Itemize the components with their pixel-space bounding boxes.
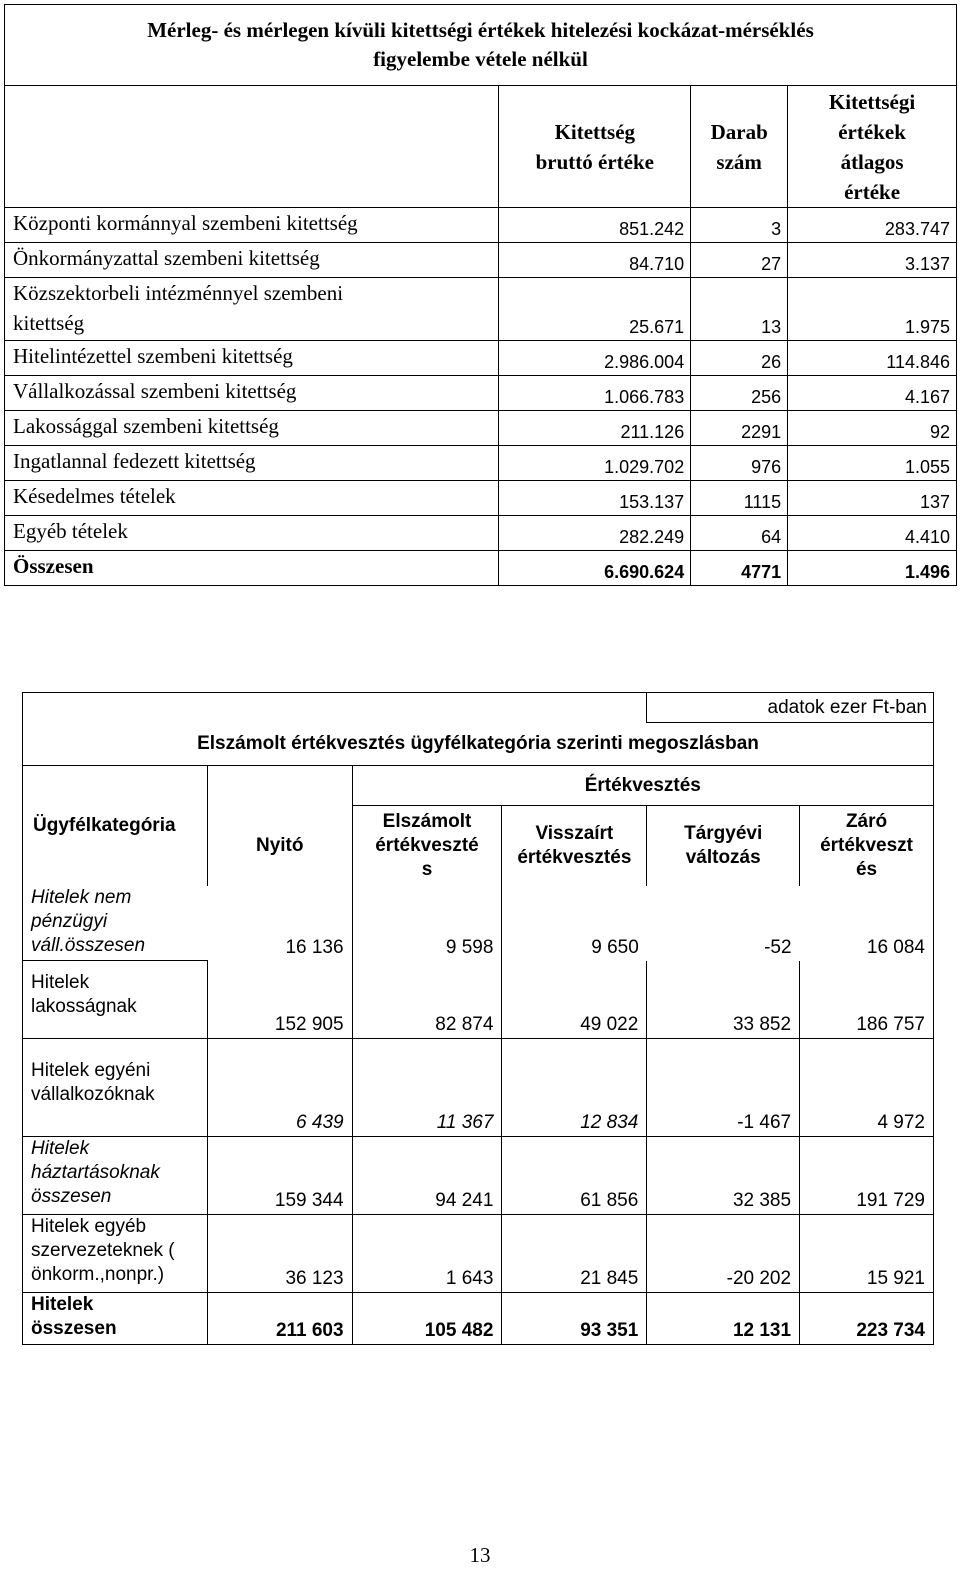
table-row: Hitelek egyéb szervezeteknek ( önkorm.,nonpr.) 36 123 1 643 21 845 -20 202 15 921 [23,1215,934,1293]
table-row: Hitelek egyéni vállalkozóknak 6 439 11 367 12 834 -1 467 4 972 [23,1039,934,1137]
table-row: Vállalkozással szembeni kitettség 1.066.783 256 4.167 [5,376,957,411]
impairment-table-title: Elszámolt értékvesztés ügyfélkategória szerinti megoszlásban [23,723,934,766]
table-row: Közszektorbeli intézménnyel szembeni kitettség 25.671 13 1.975 [5,278,957,341]
table-row: Hitelintézettel szembeni kitettség 2.986.004 26 114.846 [5,341,957,376]
table-row: Lakossággal szembeni kitettség 211.126 2291 92 [5,411,957,446]
header-booked: Elszámolt értékveszté s [352,806,502,886]
total-row: Hitelek összesen 211 603 105 482 93 351 12 131 223 734 [23,1293,934,1345]
header-closing: Záró értékveszt és [800,806,934,886]
impairment-table [22,692,934,1345]
exposure-table [4,4,957,586]
page-number: 13 [469,1543,491,1567]
table-row: Egyéb tételek 282.249 64 4.410 [5,516,957,551]
header-average: Kitettségi értékek átlagos értéke [788,86,957,208]
exposure-table-title [5,5,957,86]
header-blank [5,86,499,208]
unit-note: adatok ezer Ft-ban [647,693,934,723]
header-reversed: Visszaírt értékvesztés [502,806,647,886]
table-row: Ingatlannal fedezett kitettség 1.029.702 976 1.055 [5,446,957,481]
title-line-2: figyelembe vétele nélkül [373,47,588,71]
table-row: Hitelek háztartásoknak összesen 159 344 94 241 61 856 32 385 191 729 [23,1137,934,1215]
header-change: Tárgyévi változás [647,806,800,886]
table-row: Hitelek lakosságnak 152 905 82 874 49 022 33 852 186 757 [23,961,934,1039]
header-count: Darab szám [691,86,788,208]
table-row: Hitelek nem pénzügyi váll.összesen 16 136 9 598 9 650 -52 16 084 [23,886,934,961]
header-impairment: Értékvesztés [352,766,933,806]
header-gross-value: Kitettség bruttó értéke [499,86,691,208]
table-row: Késedelmes tételek 153.137 1115 137 [5,481,957,516]
header-category: Ügyfélkategória [23,766,208,886]
table-row: Önkormányzattal szembeni kitettség 84.710 27 3.137 [5,243,957,278]
title-line-1: Mérleg- és mérlegen kívüli kitettségi értékek hitelezési kockázat-mérséklés [147,18,814,42]
total-row: Összesen 6.690.624 4771 1.496 [5,551,957,586]
header-opening: Nyitó [207,806,352,886]
table-row: Központi kormánnyal szembeni kitettség 851.242 3 283.747 [5,208,957,243]
